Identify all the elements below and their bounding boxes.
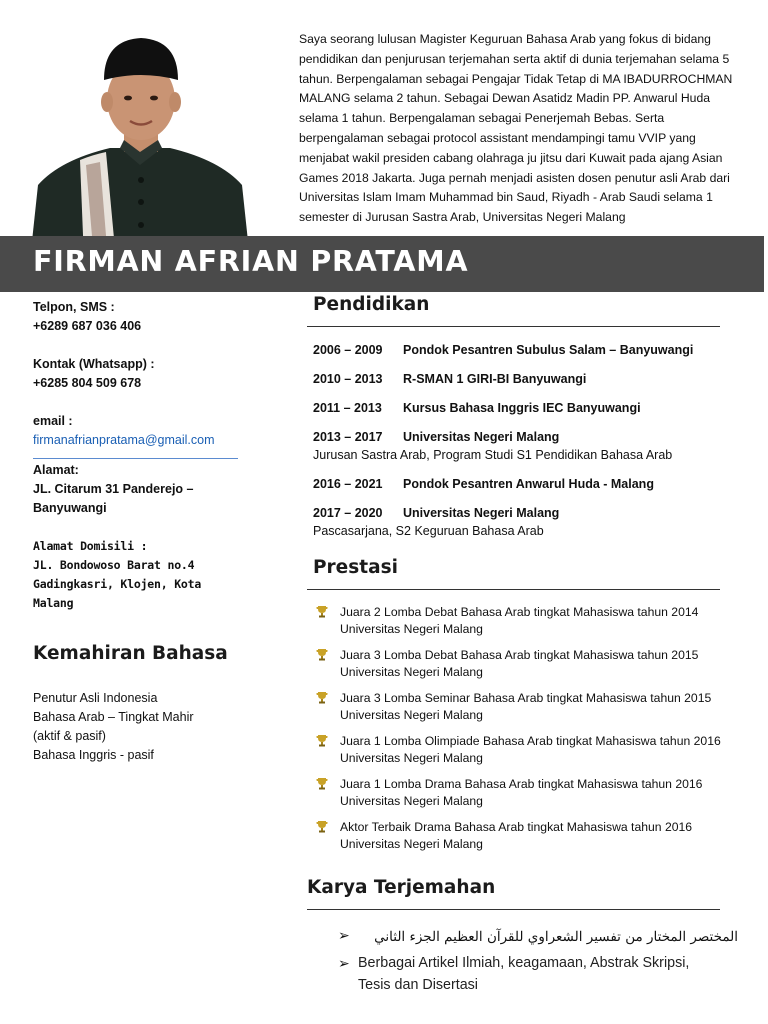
education-years: 2011 – 2013 <box>313 401 382 415</box>
education-item <box>313 341 733 359</box>
skill-item: Bahasa Arab – Tingkat Mahir <box>33 710 194 724</box>
skill-item: Bahasa Inggris - pasif <box>33 748 154 762</box>
education-heading: Pendidikan <box>313 294 430 315</box>
phone-value: +6289 687 036 406 <box>33 319 142 333</box>
award-institution: Universitas Negeri Malang <box>340 708 483 722</box>
award-institution: Universitas Negeri Malang <box>340 622 483 636</box>
trophy-icon <box>316 647 340 681</box>
education-school: Universitas Negeri Malang <box>403 506 560 520</box>
education-item <box>313 428 733 464</box>
phone-block <box>33 298 243 336</box>
name-banner <box>0 236 764 292</box>
whatsapp-label: Kontak (Whatsapp) : <box>33 357 155 371</box>
award-item <box>316 733 736 767</box>
award-institution: Universitas Negeri Malang <box>340 665 483 679</box>
email-block <box>33 412 243 459</box>
education-years: 2017 – 2020 <box>313 506 383 520</box>
education-years: 2006 – 2009 <box>313 343 383 357</box>
domicile-line: Malang <box>33 596 74 610</box>
education-item <box>313 370 733 388</box>
translation-text: Berbagai Artikel Ilmiah, keagamaan, Abstrak Skripsi, <box>358 955 690 971</box>
trophy-icon <box>316 819 340 853</box>
award-institution: Universitas Negeri Malang <box>340 794 483 808</box>
address-line: JL. Citarum 31 Panderejo – <box>33 482 194 496</box>
translation-text: Tesis dan Disertasi <box>358 977 478 993</box>
award-item <box>316 819 736 853</box>
award-title: Aktor Terbaik Drama Bahasa Arab tingkat Mahasiswa tahun 2016 <box>340 820 693 834</box>
award-title: Juara 1 Lomba Drama Bahasa Arab tingkat Mahasiswa tahun 2016 <box>340 777 703 791</box>
translations-heading: Karya Terjemahan <box>307 877 496 898</box>
translations-list <box>338 924 738 996</box>
award-item <box>316 604 736 638</box>
whatsapp-block <box>33 355 243 393</box>
trophy-icon <box>316 776 340 810</box>
education-school: Pondok Pesantren Anwarul Huda - Malang <box>403 477 654 491</box>
education-divider <box>307 326 720 327</box>
awards-list <box>316 604 736 862</box>
address-label: Alamat: <box>33 463 79 477</box>
education-years: 2016 – 2021 <box>313 477 383 491</box>
domicile-label: Alamat Domisili : <box>33 539 148 553</box>
award-title: Juara 3 Lomba Seminar Bahasa Arab tingkat Mahasiswa tahun 2015 <box>340 691 712 705</box>
award-item <box>316 647 736 681</box>
award-title: Juara 1 Lomba Olimpiade Bahasa Arab tingkat Mahasiswa tahun 2016 <box>340 734 721 748</box>
education-item <box>313 504 733 540</box>
skills-heading: Kemahiran Bahasa <box>33 643 228 664</box>
education-school: Pondok Pesantren Subulus Salam – Banyuwangi <box>403 343 694 357</box>
contact-panel <box>33 298 243 613</box>
education-item <box>313 399 733 417</box>
email-divider <box>33 458 238 459</box>
profile-photo <box>20 20 260 260</box>
whatsapp-value: +6285 804 509 678 <box>33 376 142 390</box>
skills-list <box>33 689 194 765</box>
domicile-block <box>33 537 243 613</box>
skill-item: (aktif & pasif) <box>33 729 106 743</box>
trophy-icon <box>316 604 340 638</box>
award-institution: Universitas Negeri Malang <box>340 837 483 851</box>
email-label: email : <box>33 414 73 428</box>
arrow-bullet-icon: ➢ <box>338 927 350 943</box>
trophy-icon <box>316 733 340 767</box>
award-title: Juara 3 Lomba Debat Bahasa Arab tingkat Mahasiswa tahun 2015 <box>340 648 699 662</box>
education-school: Universitas Negeri Malang <box>403 430 560 444</box>
award-institution: Universitas Negeri Malang <box>340 751 483 765</box>
arrow-bullet-icon: ➢ <box>338 955 350 971</box>
awards-divider <box>307 589 720 590</box>
award-item <box>316 690 736 724</box>
translation-item <box>338 924 738 950</box>
address-line: Banyuwangi <box>33 501 107 515</box>
translations-divider <box>307 909 720 910</box>
translation-arabic-title: المختصر المختار من تفسير الشعراوي للقرآن العظيم الجزء الثاني <box>374 929 738 945</box>
education-detail: Jurusan Sastra Arab, Program Studi S1 Pendidikan Bahasa Arab <box>313 448 673 462</box>
education-years: 2010 – 2013 <box>313 372 383 386</box>
translation-item <box>338 952 738 996</box>
address-block <box>33 461 243 518</box>
education-detail: Pascasarjana, S2 Keguruan Bahasa Arab <box>313 524 544 538</box>
domicile-line: JL. Bondowoso Barat no.4 <box>33 558 195 572</box>
education-school: Kursus Bahasa Inggris IEC Banyuwangi <box>403 401 641 415</box>
award-item <box>316 776 736 810</box>
education-item <box>313 475 733 493</box>
full-name: FIRMAN AFRIAN PRATAMA <box>33 245 469 278</box>
email-link[interactable]: firmanafrianpratama@gmail.com <box>33 433 215 447</box>
education-years: 2013 – 2017 <box>313 430 383 444</box>
trophy-icon <box>316 690 340 724</box>
award-title: Juara 2 Lomba Debat Bahasa Arab tingkat Mahasiswa tahun 2014 <box>340 605 699 619</box>
awards-heading: Prestasi <box>313 557 398 578</box>
education-school: R-SMAN 1 GIRI-BI Banyuwangi <box>403 372 587 386</box>
domicile-line: Gadingkasri, Klojen, Kota <box>33 577 202 591</box>
intro-summary: Saya seorang lulusan Magister Keguruan Bahasa Arab yang fokus di bidang pendidikan dan penjurusan terjemahan serta aktif di dunia terjemahan selama 5 tahun. Berpengalaman sebagai Pengajar Tidak Tetap di MA IBADURROCHMAN MALANG selama 2 tahun. Sebagai Dewan Asatidz Madin PP. Anwarul Huda selama 1 tahun. Berpengalaman sebagai Penerjemah Bebas. Serta berpengalaman sebagai protocol assistant mendampingi tamu VVIP yang menjabat wakil presiden cabang olahraga ju jitsu dari Kuwait pada ajang Asian Games 2018 Jakarta. Juga pernah menjadi asisten dosen penutur asli Arab dari Universitas Islam Imam Muhammad bin Saud, Riyadh - Arab Saudi selama 1 semester di Jurusan Sastra Arab, Universitas Negeri Malang <box>299 32 733 225</box>
skill-item: Penutur Asli Indonesia <box>33 691 158 705</box>
phone-label: Telpon, SMS : <box>33 300 115 314</box>
education-list <box>313 341 733 540</box>
